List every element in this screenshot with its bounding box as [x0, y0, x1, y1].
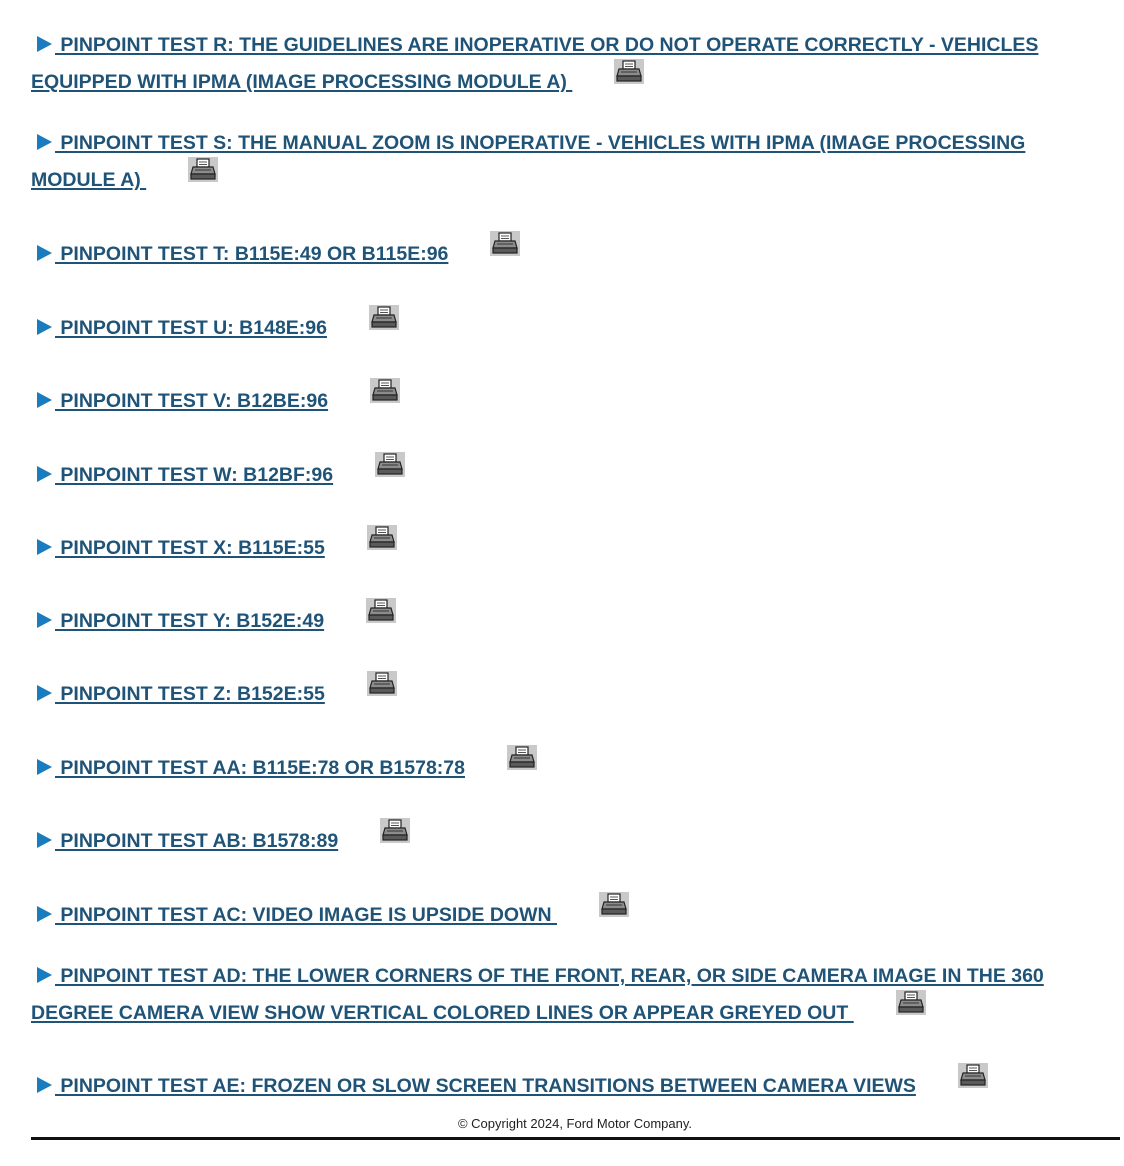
expand-arrow-icon[interactable]: [37, 245, 52, 261]
pinpoint-test-z: [31, 671, 1091, 708]
pinpoint-test-link[interactable]: [31, 34, 1038, 93]
printer-icon[interactable]: [380, 818, 410, 843]
pinpoint-test-u: [31, 305, 1091, 342]
pinpoint-test-label[interactable]: PINPOINT TEST AE: FROZEN OR SLOW SCREEN TRANSITIONS BETWEEN CAMERA VIEWS: [55, 1075, 916, 1097]
pinpoint-test-label[interactable]: PINPOINT TEST T: B115E:49 OR B115E:96: [55, 243, 449, 265]
pinpoint-test-t: [31, 231, 1091, 268]
printer-icon[interactable]: [599, 892, 629, 917]
pinpoint-test-link[interactable]: [31, 390, 328, 412]
pinpoint-test-aa: [31, 745, 1091, 782]
pinpoint-test-label[interactable]: PINPOINT TEST Z: B152E:55: [55, 683, 325, 705]
expand-arrow-icon[interactable]: [37, 685, 52, 701]
pinpoint-test-link[interactable]: [31, 683, 325, 705]
pinpoint-test-label[interactable]: PINPOINT TEST Y: B152E:49: [55, 610, 325, 632]
printer-icon[interactable]: [896, 990, 926, 1015]
pinpoint-test-label[interactable]: PINPOINT TEST V: B12BE:96: [55, 390, 329, 412]
pinpoint-test-label[interactable]: PINPOINT TEST AA: B115E:78 OR B1578:78: [55, 757, 465, 779]
pinpoint-test-label[interactable]: PINPOINT TEST AC: VIDEO IMAGE IS UPSIDE DOWN: [55, 904, 557, 926]
printer-icon[interactable]: [507, 745, 537, 770]
expand-arrow-icon[interactable]: [37, 539, 52, 555]
pinpoint-test-link[interactable]: [31, 1075, 916, 1097]
pinpoint-test-label[interactable]: PINPOINT TEST X: B115E:55: [55, 537, 325, 559]
pinpoint-test-link[interactable]: [31, 317, 327, 339]
printer-icon[interactable]: [367, 671, 397, 696]
printer-icon[interactable]: [490, 231, 520, 256]
pinpoint-test-link[interactable]: [31, 610, 324, 632]
expand-arrow-icon[interactable]: [37, 612, 52, 628]
pinpoint-test-s: [31, 129, 1091, 194]
pinpoint-test-link[interactable]: [31, 757, 465, 779]
expand-arrow-icon[interactable]: [37, 319, 52, 335]
pinpoint-test-y: [31, 598, 1091, 635]
pinpoint-test-label[interactable]: PINPOINT TEST U: B148E:96: [55, 317, 327, 339]
printer-icon[interactable]: [375, 452, 405, 477]
expand-arrow-icon[interactable]: [37, 466, 52, 482]
footer-divider: [31, 1137, 1120, 1140]
pinpoint-test-x: [31, 525, 1091, 562]
expand-arrow-icon[interactable]: [37, 906, 52, 922]
expand-arrow-icon[interactable]: [37, 134, 52, 150]
pinpoint-test-ac: [31, 892, 1091, 929]
pinpoint-test-r: [31, 31, 1091, 96]
printer-icon[interactable]: [614, 59, 644, 84]
pinpoint-test-w: [31, 452, 1091, 489]
pinpoint-test-ad: [31, 962, 1091, 1027]
pinpoint-test-label[interactable]: PINPOINT TEST W: B12BF:96: [55, 464, 334, 486]
printer-icon[interactable]: [958, 1063, 988, 1088]
expand-arrow-icon[interactable]: [37, 392, 52, 408]
pinpoint-test-ab: [31, 818, 1091, 855]
pinpoint-test-ae: [31, 1063, 1091, 1100]
printer-icon[interactable]: [370, 378, 400, 403]
pinpoint-test-link[interactable]: [31, 965, 1044, 1024]
pinpoint-test-label[interactable]: PINPOINT TEST S: THE MANUAL ZOOM IS INOPERATIVE - VEHICLES WITH IPMA (IMAGE PROCESSING MODULE A): [31, 132, 1026, 191]
pinpoint-test-link[interactable]: [31, 464, 333, 486]
pinpoint-test-v: [31, 378, 1091, 415]
pinpoint-test-label[interactable]: PINPOINT TEST AD: THE LOWER CORNERS OF THE FRONT, REAR, OR SIDE CAMERA IMAGE IN THE 360 DEGREE CAMERA VIEW SHOW VERTICAL COLORED LINES OR APPEAR GREYED OUT: [31, 965, 1044, 1024]
expand-arrow-icon[interactable]: [37, 967, 52, 983]
pinpoint-test-link[interactable]: [31, 904, 557, 926]
pinpoint-test-link[interactable]: [31, 830, 338, 852]
printer-icon[interactable]: [369, 305, 399, 330]
pinpoint-test-label[interactable]: PINPOINT TEST R: THE GUIDELINES ARE INOPERATIVE OR DO NOT OPERATE CORRECTLY - VEHICLES EQUIPPED WITH IPMA (IMAGE PROCESSING MODULE A): [31, 34, 1039, 93]
printer-icon[interactable]: [188, 157, 218, 182]
pinpoint-test-link[interactable]: [31, 132, 1025, 191]
printer-icon[interactable]: [367, 525, 397, 550]
expand-arrow-icon[interactable]: [37, 1077, 52, 1093]
expand-arrow-icon[interactable]: [37, 832, 52, 848]
copyright-notice: © Copyright 2024, Ford Motor Company.: [457, 1116, 693, 1131]
pinpoint-test-link[interactable]: [31, 537, 325, 559]
expand-arrow-icon[interactable]: [37, 759, 52, 775]
expand-arrow-icon[interactable]: [37, 36, 52, 52]
pinpoint-test-label[interactable]: PINPOINT TEST AB: B1578:89: [55, 830, 339, 852]
printer-icon[interactable]: [366, 598, 396, 623]
pinpoint-test-link[interactable]: [31, 243, 448, 265]
